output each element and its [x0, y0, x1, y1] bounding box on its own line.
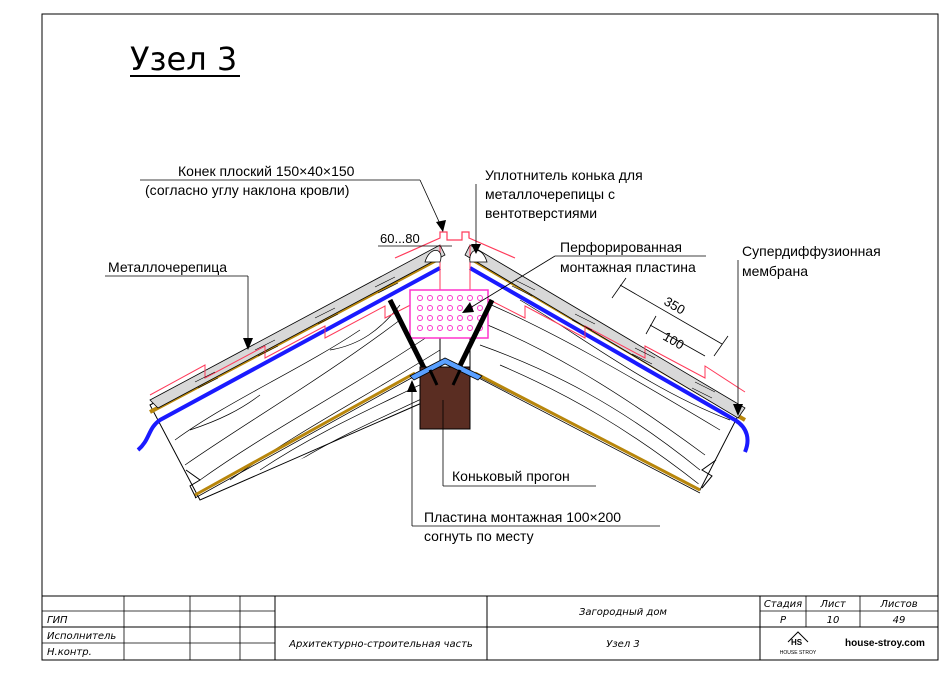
- left-rafter-body: [150, 250, 440, 500]
- dimension-100-label: 100: [660, 328, 687, 353]
- right-rafter-body: [470, 250, 740, 490]
- callout-metal-tile-label: Металлочерепица: [108, 259, 228, 275]
- tb-stage-label: Стадия: [763, 599, 803, 610]
- callout-seal-line3: вентотверстиями: [485, 205, 598, 221]
- tb-node: Узел 3: [606, 639, 640, 650]
- page-title: Узел 3: [130, 40, 238, 78]
- callout-seal-line1: Уплотнитель конька для: [485, 167, 643, 183]
- callout-membrane-line2: мембрана: [742, 263, 808, 279]
- tb-project: Загородный дом: [579, 607, 667, 618]
- tb-gip: ГИП: [47, 615, 68, 626]
- callout-membrane: [733, 243, 881, 416]
- tb-stage: Р: [779, 615, 787, 626]
- tb-sheets-label: Листов: [880, 599, 918, 610]
- callout-membrane-line1: Супердиффузионная: [742, 243, 881, 259]
- callout-perf-line1: Перфорированная: [560, 239, 683, 255]
- ridge-purlin: [420, 367, 470, 429]
- tb-section: Архитектурно-строительная часть: [289, 639, 473, 650]
- svg-text:HS: HS: [791, 638, 803, 647]
- dimension-350-label: 350: [661, 293, 688, 318]
- callout-ridge-line2: (согласно углу наклона кровли): [145, 182, 350, 198]
- tb-executor: Исполнитель: [47, 631, 117, 642]
- callout-plate-line2: согнуть по месту: [424, 528, 534, 544]
- ridge-seal-right: [470, 250, 487, 262]
- house-stroy-logo: [780, 632, 817, 656]
- callout-ridge-line1: Конек плоский 150×40×150: [178, 163, 355, 179]
- tb-norm-control: Н.контр.: [47, 647, 92, 658]
- callout-perf-line2: монтажная пластина: [560, 259, 696, 275]
- dimension-100: [646, 316, 705, 356]
- tb-site: house-stroy.com: [845, 638, 925, 649]
- tb-sheets: 49: [892, 615, 906, 626]
- dimension-gap-label: 60...80: [380, 231, 420, 246]
- logo-text: HOUSE STROY: [779, 650, 817, 656]
- callout-seal-line2: металлочерепицы с: [485, 186, 615, 202]
- callout-metal-tile: [105, 259, 253, 350]
- callout-plate-line1: Пластина монтажная 100×200: [424, 509, 622, 525]
- callout-ridge-cap: [140, 163, 446, 232]
- tb-sheet-label: Лист: [820, 599, 846, 610]
- callout-purlin-label: Коньковый прогон: [452, 468, 570, 484]
- dimension-gap: [378, 231, 452, 246]
- tb-sheet: 10: [826, 615, 840, 626]
